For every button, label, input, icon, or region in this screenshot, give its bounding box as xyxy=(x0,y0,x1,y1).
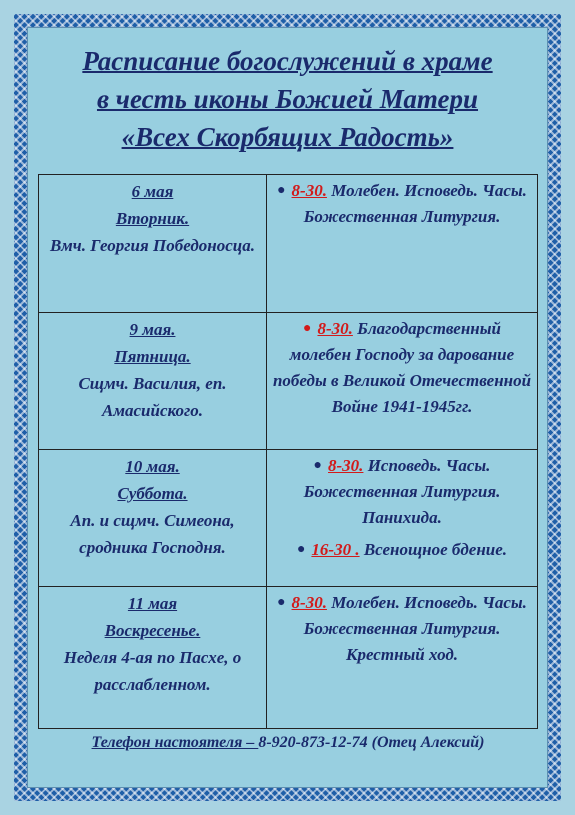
day-cell xyxy=(39,450,267,587)
services-cell xyxy=(267,587,538,729)
day-cell xyxy=(39,313,267,450)
bullet-icon: ● xyxy=(303,321,312,336)
schedule-table xyxy=(38,174,538,729)
table-row xyxy=(39,450,538,587)
phone-label: Телефон настоятеля – xyxy=(91,734,259,751)
service-time: 8-30. xyxy=(328,456,364,475)
bullet-icon: ● xyxy=(277,183,286,198)
weekday: Воскресенье. xyxy=(104,621,201,640)
day-cell xyxy=(39,175,267,313)
services-cell xyxy=(267,313,538,450)
bullet-icon: ● xyxy=(277,595,286,610)
service-text: Исповедь. Часы. Божественная Литургия. Панихида. xyxy=(303,456,501,527)
service-item xyxy=(271,316,533,420)
service-item xyxy=(271,453,533,531)
date: 11 мая xyxy=(127,594,178,613)
weekday: Вторник. xyxy=(115,209,190,228)
service-text: Всенощное бдение. xyxy=(359,540,508,559)
services-cell xyxy=(267,175,538,313)
feast: Ап. и сщмч. Симеона, сродника Господня. xyxy=(70,511,235,557)
schedule-panel xyxy=(27,27,548,788)
service-text: Благодарственный молебен Господу за дарование победы в Великой Отечественной Войне 1941-1945гг. xyxy=(272,319,532,416)
table-row xyxy=(39,313,538,450)
services-cell xyxy=(267,450,538,587)
day-cell xyxy=(39,587,267,729)
service-item xyxy=(271,590,533,668)
service-time: 8-30. xyxy=(317,319,353,338)
weekday: Суббота. xyxy=(117,484,188,503)
date: 9 мая. xyxy=(129,320,176,339)
date: 10 мая. xyxy=(125,457,180,476)
page-title xyxy=(28,42,547,156)
service-time: 16-30 . xyxy=(311,540,360,559)
feast: Вмч. Георгия Победоносца. xyxy=(50,236,255,255)
table-row xyxy=(39,587,538,729)
table-row xyxy=(39,175,538,313)
feast: Неделя 4-ая по Пасхе, о расслабленном. xyxy=(63,648,242,694)
service-item xyxy=(271,178,533,230)
title-line-3: «Всех Скорбящих Радость» xyxy=(121,122,454,152)
service-text: Молебен. Исповедь. Часы. Божественная Литургия. Крестный ход. xyxy=(303,593,527,664)
service-time: 8-30. xyxy=(291,181,327,200)
phone-number: 8-920-873-12-74 xyxy=(258,734,368,751)
date: 6 мая xyxy=(131,182,174,201)
feast: Сщмч. Василия, еп. Амасийского. xyxy=(78,374,227,420)
phone-contact: (Отец Алексий) xyxy=(367,734,485,751)
weekday: Пятница. xyxy=(114,347,191,366)
title-line-2: в честь иконы Божией Матери xyxy=(96,84,479,114)
bullet-icon: ● xyxy=(313,458,323,473)
service-time: 8-30. xyxy=(291,593,327,612)
service-item xyxy=(271,537,533,563)
title-line-1: Расписание богослужений в храме xyxy=(82,46,493,76)
bullet-icon: ● xyxy=(296,542,306,557)
service-text: Молебен. Исповедь. Часы. Божественная Литургия. xyxy=(303,181,527,226)
phone-footer xyxy=(38,728,538,760)
